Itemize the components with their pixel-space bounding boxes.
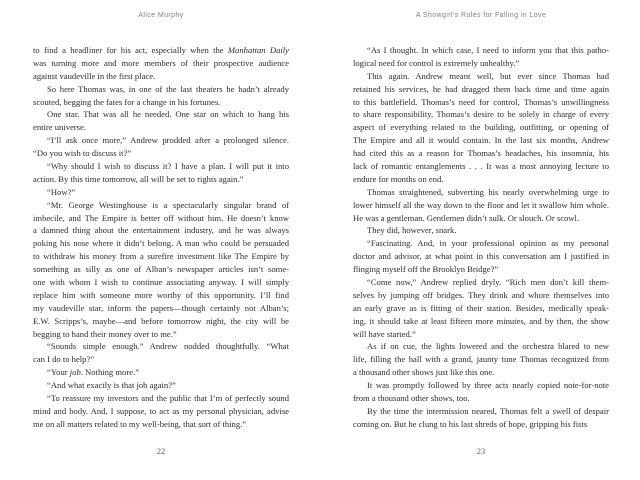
text-line: “And what exactly is that job again?” (47, 380, 176, 391)
text-line: One star. That was all he needed. One star on which to hang his (47, 109, 289, 120)
text-line: flinging myself off the Brooklyn Bridge?” (353, 264, 499, 275)
text-line: to this battlefield. Thomas’s need for control, Thomas’s unwillingness (353, 96, 609, 107)
text-line: me on all matters related to my well-being, that sort of thing.” (33, 418, 247, 429)
text-line: to withdraw his money from a surefire investment like The Empire by (33, 251, 289, 262)
text-line: begging to hand their money over to me.” (33, 328, 177, 339)
text-line: was turning more and more members of their prospective audience (33, 57, 289, 68)
text-line: logical need for control is extremely unhealthy.” (353, 57, 520, 68)
text-line: something as silly as one of Alban’s newspaper articles isn’t some- (33, 264, 289, 275)
text-line: can I do to help?” (33, 354, 95, 365)
text-line: imbecile, and The Empire is better off without him. He doesn’t know (33, 212, 289, 223)
text-line: “As I thought. In which case, I need to inform you that this patho- (367, 45, 609, 55)
text-line: aspect of everything related to the building, outfitting, or opening of (353, 122, 609, 133)
text-line: had cited this as a reason for Thomas’s headaches, his insomnia, his (353, 148, 609, 159)
text-line: “Mr. George Westinghouse is a spectacularly singular brand of (47, 199, 289, 210)
book-page-left (33, 0, 289, 480)
text-line: lower himself all the way down to the floor and let it swallow him whole. (353, 199, 609, 210)
text-line: one with whom I wish to continue associating anyway. I will simply (33, 277, 289, 288)
running-header-right: A Showgirl’s Rules for Falling in Love (415, 12, 547, 19)
text-line: coming on. But he clung to his last shreds of hope, gripping his fists (353, 418, 588, 429)
page-body-left (33, 44, 289, 431)
text-line: “Do you wish to discuss it?” (33, 148, 132, 159)
text-line: retained his services, he had dragged them back time and time again (353, 83, 609, 94)
text-line: life, filling the hall with a grand, jaunty tune Thomas recognized from (353, 354, 609, 365)
text-line: So here Thomas was, in one of the last theaters he hadn’t already (47, 83, 289, 94)
text-line: lack of romantic entanglements . . . It was a most annoying lecture to (353, 161, 609, 172)
text-line: will have started.” (353, 328, 416, 339)
text-line: my vaudeville star, inform the papers—though certainly not Alban’s; (33, 302, 289, 313)
text-line: “Your job. Nothing more.” (47, 367, 139, 378)
text-line: Thomas straightened, subverting his nearly overwhelming urge to (367, 186, 609, 197)
text-line: This again. Andrew meant well, but ever since Thomas had (367, 70, 609, 81)
text-line: The Empire and all it would contain. In the last six months, Andrew (353, 135, 609, 146)
text-line: doctor and advisor, at what point in this conversation am I justified in (353, 251, 609, 262)
text-line: to find a headliner for his act, especially when the Manhattan Daily (33, 45, 289, 55)
text-line: action. By this time tomorrow, all will be set to rights again.” (33, 173, 244, 184)
text-line: entire universe. (33, 122, 86, 133)
text-line: “Come now,” Andrew replied dryly. “Rich men don’t kill them- (367, 277, 609, 288)
text-line: “I’ll ask once more,” Andrew prodded after a prolonged silence. (47, 135, 289, 146)
text-line: a thousand other shows just like this one. (353, 367, 495, 378)
text-line: selves by jumping off bridges. They drink and whore themselves into (353, 289, 609, 300)
text-line: to share responsibility, Thomas’s desire to be solely in charge of every (353, 109, 609, 120)
text-line: “Sounds simple enough.” Andrew nodded thoughtfully. “What (47, 341, 289, 352)
text-line: “Fascinating. And, in your professional opinion as my personal (367, 238, 609, 249)
text-line: against vaudeville in the first place. (33, 70, 156, 81)
text-line: from a thousand other shows, too. (353, 393, 470, 404)
text-line: mind and body. And, I suppose, to act as my personal physician, advise (33, 405, 289, 416)
page-body-right (353, 44, 609, 431)
text-line: poking his nose where it didn’t belong. A man who could be persuaded (33, 238, 289, 249)
text-line: an early grave as is fitting of their station. Besides, medically speak- (353, 302, 609, 313)
text-line: “How?” (47, 186, 76, 197)
page-number-right: 23 (476, 446, 486, 456)
text-line: They did, however, snark. (367, 225, 457, 236)
text-line: It was promptly followed by three acts nearly copied note-for-note (367, 380, 609, 391)
running-header-left: Alice Murphy (138, 12, 184, 19)
page-number-left: 22 (156, 446, 166, 456)
text-line: “To reassure my investors and the public that I’m of perfectly sound (47, 393, 289, 404)
text-line: By the time the intermission neared, Thomas felt a swell of despair (367, 405, 609, 416)
text-line: “Why should I wish to discuss it? I have a plan. I will put it into (47, 161, 289, 172)
text-line: endure for months on end. (353, 173, 444, 184)
book-page-right (353, 0, 609, 480)
text-line: replace him with someone more worthy of this opportunity. I’ll find (33, 289, 289, 300)
text-line: He was a gentleman. Gentlemen didn’t sulk. Or slouch. Or scowl. (353, 212, 580, 223)
text-line: scouted, begging the fates for a change in his fortunes. (33, 96, 221, 107)
text-line: a damned thing about the entertainment industry, and he was always (33, 225, 289, 236)
text-line: ing, it should take at least fifteen more minutes, and by then, the show (353, 315, 609, 326)
text-line: E.W. Scripps’s, maybe—and before tomorrow night, the city will be (33, 315, 289, 326)
text-line: As if on cue, the lights lowered and the orchestra blared to new (367, 341, 609, 352)
